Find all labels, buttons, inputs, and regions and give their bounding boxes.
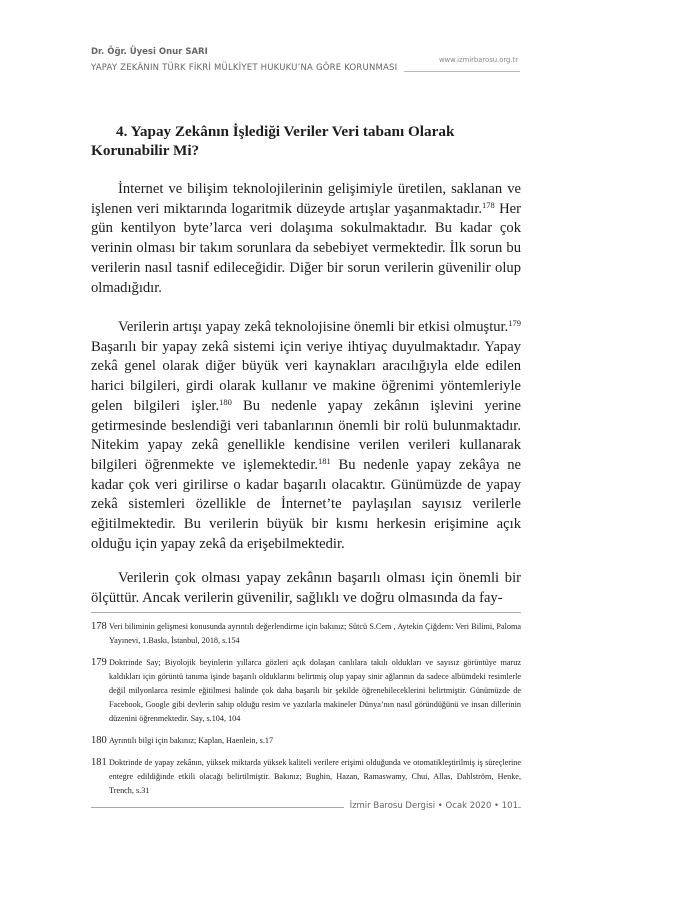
paragraph-2 [91,318,521,554]
running-header-author: Dr. Öğr. Üyesi Onur SARI [91,47,208,57]
footnote-180 [91,734,521,748]
paragraph-text: İnternet ve bilişim teknolojilerinin gelişimiyle üretilen, saklanan ve işlenen veri miktarında logaritmik düzeyde artışlar yaşanmaktadır. [91,181,521,217]
paragraph-text: Verilerin artışı yapay zekâ teknolojisine önemli bir etkisi olmuştur. [118,319,509,335]
section-heading: 4. Yapay Zekânın İşlediği Veriler Veri tabanı Olarak Korunabilir Mi? [91,123,455,159]
footnote-number: 178 [91,621,107,632]
footnote-ref-181[interactable]: 181 [318,455,331,466]
footnotes [91,620,521,806]
footnote-ref-178[interactable]: 178 [482,199,495,210]
header-rule [404,71,520,72]
footnote-ref-180[interactable]: 180 [219,396,232,407]
page-footer: İzmir Barosu Dergisi • Ocak 2020 • 101 [344,801,518,811]
footnote-178 [91,620,521,648]
paragraph-text: Verilerin çok olması yapay zekânın başarılı olması için önemli bir ölçüttür. Ancak verilerin güvenilir, sağlıklı ve doğru olmasında da fay- [91,570,521,606]
footnote-number: 180 [91,735,107,746]
footnote-text: Doktrinde de yapay zekânın, yüksek miktarda yüksek kaliteli verilere erişimi olduğunda ve otomatikleştirilmiş iş süreçlerine entegre edildiğinde etkili olacağı belirtilmiştir. Bakınız; Bughin, Hazan, Ramaswamy, Chui, Allas, Dahlström, Henke, Trench, s.31 [109,758,521,795]
footnote-number: 179 [91,657,107,668]
footnote-separator [91,612,521,613]
footnote-text: Veri biliminin gelişmesi konusunda ayrıntılı değerlendirme için bakınız; Sütcü S.Cem , Aytekin Çiğdem: Veri Bilimi, Paloma Yayınevi, 1.Baskı, İstanbul, 2018, s.154 [109,622,521,645]
footnote-text: Doktrinde Say; Biyolojik beyinlerin yıllarca gözleri açık dolaşan canlılara takılı oldukları ve sayısız görüntüye maruz kaldıkları için görüntü tanıma işinde başarılı olduklarını belirtmiş olup yapay sinir ağlarının da sadece albümdeki resimlerle değil milyonlarca resimle eğitilmesi halinde çok daha başarılı bir şekilde öğrenebileceklerini belirtmiştir. Günümüzde de Facebook, Google gibi devlerin sahip olduğu resim ve yazılarla makineler Dünya’nın nasıl göründüğünü ve insan dillerinin düzenini öğrenmektedir. Say, s.104, 104 [109,658,521,723]
paragraph-text: Bu nedenle yapay zekânın işlevini yerine getirmesinde beslendiği veri tabanlarının önemli bir rolü bulunmaktadır. Nitekim yapay zekâ genellikle kendisine verilen verileri kullanarak bilgileri öğrenmekte ve işlemektedir. [91,397,521,473]
running-header-title: YAPAY ZEKÂNIN TÜRK FİKRİ MÜLKİYET HUKUKU’NA GÖRE KORUNMASI [91,63,398,73]
footnote-179 [91,656,521,726]
header-url: www.izmirbarosu.org.tr [438,56,518,64]
footnote-text: Ayrıntılı bilgi için bakınız; Kaplan, Haenlein, s.17 [109,736,274,745]
paragraph-1 [91,180,521,298]
footnote-ref-179[interactable]: 179 [508,318,521,328]
footnote-number: 181 [91,757,107,768]
paragraph-text: Her gün kentilyon byte’larca veri dolaşıma sokulmaktadır. Bu kadar çok verinin olması bir takım sorunlara da sebebiyet vermektedir. İlk sorun bu verilerin nasıl tasnif edileceğidir. Diğer bir sorun verilerin güvenilir olup olmadığıdır. [91,200,521,296]
paragraph-3 [91,569,521,608]
paragraph-text: Başarılı bir yapay zekâ sistemi için veriye ihtiyaç duyulmaktadır. Yapay zekâ genel olarak diğer büyük veri kaynakları aracılığıyla elde edilen harici bilgileri, girdi olarak kullanır ve makine öğrenimi yöntemleriyle gelen bilgileri işler. [91,338,521,414]
paragraph-text: Bu nedenle yapay zekâya ne kadar çok veri girilirse o kadar başarılı olacaktır. Günümüzde de yapay zekâ sistemleri özellikle de İnternet’te paylaşılan sayısız verilerle eğitilmektedir. Bu verilerin büyük bir kısmı herkesin erişimine açık olduğu için yapay zekâ da erişebilmektedir. [91,456,521,552]
footnote-181 [91,756,521,798]
